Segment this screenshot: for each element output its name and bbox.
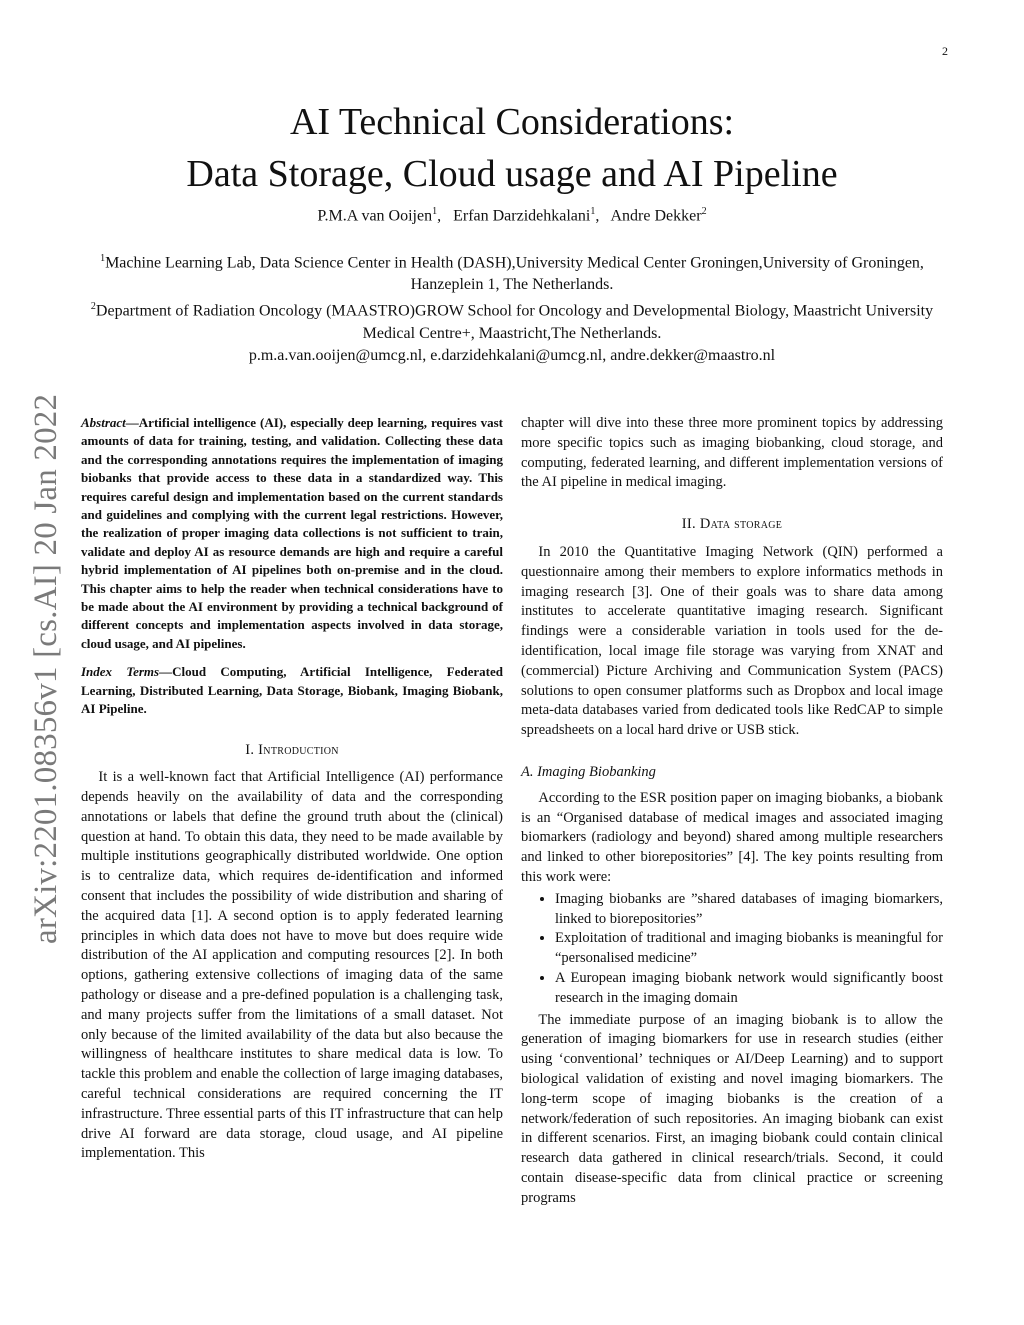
subsection-heading-imaging-biobanking: A. Imaging Biobanking <box>521 763 656 780</box>
page-number: 2 <box>942 44 948 58</box>
affiliation-2 <box>80 296 944 344</box>
index-terms-label: Index Terms <box>81 664 160 680</box>
key-points-list <box>521 890 943 1009</box>
author-affiliation-mark: 2 <box>701 206 707 217</box>
author-name: P.M.A van Ooijen <box>317 207 433 225</box>
author-affiliation-mark: 1 <box>590 206 596 217</box>
author-name: Andre Dekker <box>610 207 702 225</box>
author-emails: p.m.a.van.ooijen@umcg.nl, e.darzidehkalani@umcg.nl, andre.dekker@maastro.nl <box>248 346 776 364</box>
index-terms-text: —Cloud Computing, Artificial Intelligence, Federated Learning, Distributed Learning, Data Storage, Biobank, Imaging Biobank, AI Pipeline. <box>81 664 503 717</box>
title-line-2: Data Storage, Cloud usage and AI Pipeline <box>186 153 838 195</box>
affiliations <box>80 248 944 367</box>
index-terms <box>81 663 503 718</box>
section-heading-data-storage: II. Data storage <box>681 516 783 533</box>
list-item: • A European imaging biobank network would significantly boost research in the imaging domain <box>555 969 943 1009</box>
list-item: • Imaging biobanks are ”shared databases of imaging biomarkers, linked to biorepositories” <box>555 890 943 930</box>
introduction-continuation: chapter will dive into these three more prominent topics by addressing more specific topics such as imaging biobanking, cloud storage, and computing, federated learning, and different implementation versions of the AI pipeline in medical imaging. <box>521 415 943 491</box>
introduction-paragraph: It is a well-known fact that Artificial Intelligence (AI) performance depends heavily on the availability of data and the corresponding annotations or labels that define the ground truth about the (clinical) question at hand. To obtain this data, they need to be made available by multiple institutions geographically distributed worldwide. One option is to centralize data, which requires de-identification and informed consent that includes the possibility of wide distribution and sharing of the acquired data [1]. A second option is to apply federated learning principles in which data does not have to move but does require wide distribution of the AI application and computing resources [2]. In both options, gathering extensive collections of imaging data of the same pathology or disease and a pre-defined population is a challenging task, and many projects suffer from the limitations of a small dataset. Not only because of the limited availability of the data but also because the willingness of healthcare institutes to share medical data is low. To tackle this problem and enable the collection of large imaging databases, careful technical considerations are required concerning the IT infrastructure. Three essential parts of this IT infrastructure that can help drive AI forward are data storage, cloud usage, and AI pipeline implementation. This <box>81 769 503 1162</box>
affiliation-text: Machine Learning Lab, Data Science Center in Health (DASH),University Medical Center Groningen,University of Groningen, Hanzeplein 1, The Netherlands. <box>105 254 924 294</box>
affiliation-number: 1 <box>100 253 106 264</box>
affiliation-text: Department of Radiation Oncology (MAASTRO)GROW School for Oncology and Developmental Biology, Maastricht University Medical Centre+, Maastricht,The Netherlands. <box>95 302 934 342</box>
author-list: P.M.A van Ooijen$^1$, Erfan Darzidehkalani$^1$, Andre Dekker$^2$ <box>317 206 707 225</box>
affiliation-number: 2 <box>90 301 96 313</box>
title-line-1: AI Technical Considerations: <box>289 101 735 143</box>
biobanking-paragraph-1: According to the ESR position paper on imaging biobanks, a biobank is an “Organised database of medical images and associated imaging biomarkers (radiology and beyond) shared among multiple researchers and linked to other biorepositories” [4]. The key points resulting from this work were: <box>521 789 943 885</box>
list-item: • Exploitation of traditional and imaging biobanks is meaningful for “personalised medicine” <box>555 929 943 969</box>
affiliation-1 <box>80 248 944 296</box>
author-affiliation-mark: 1 <box>432 206 438 217</box>
biobanking-paragraph-2: The immediate purpose of an imaging biobank is to allow the generation of imaging biomarkers for use in research studies (either using ‘conventional’ techniques or AI/Deep Learning) and to support biological validation of existing and novel imaging biomarkers. The long-term scope of imaging biobanks is the creation of a network/federation of such repositories. An imaging biobank can exist in different scenarios. First, an imaging biobank could contain clinical research data gathered in clinical research/trials. Second, it could contain disease-specific data from clinical practice or screening programs <box>521 1011 943 1206</box>
abstract-label: Abstract <box>81 415 126 430</box>
abstract <box>81 414 503 653</box>
abstract-text: —Artificial intelligence (AI), especially deep learning, requires vast amounts of data for training, testing, and validation. Collecting these data and the corresponding annotations requires the implementation of imaging biobanks that provide access to these data in a standardized way. This requires careful design and implementation based on the current standards and guidelines and complying with the current legal restrictions. However, the realization of proper imaging data collections is not sufficient to train, validate and deploy AI as resource demands are high and require a careful hybrid implementation of AI pipelines both on-premise and in the cloud. This chapter aims to help the reader when technical considerations have to be made about the AI environment by providing a technical background of different concepts and implementation aspects involved in data storage, cloud usage, and AI pipelines. <box>81 415 503 651</box>
author-name: Erfan Darzidehkalani <box>453 207 591 225</box>
right-column <box>521 414 943 1208</box>
arxiv-identifier-stamp: arXiv:2201.08356v1 [cs.AI] 20 Jan 2022 <box>28 393 64 944</box>
left-column <box>81 414 503 1164</box>
section-heading-introduction: I. Introduction <box>245 741 339 758</box>
data-storage-paragraph: In 2010 the Quantitative Imaging Network (QIN) performed a questionnaire among their members to explore informatics methods in imaging research [3]. One of their goals was to share data among institutes to accelerate quantitative imaging research. Significant findings were a considerable variation in tools used for the de-identification, local image file storage was varying from XNAT and (commercial) Picture Archiving and Communication System (PACS) solutions to open consumer platforms such as Dropbox and local image meta-data databases varied from dedicated tools like RedCAP to simple spreadsheets on a local hard drive or USB stick. <box>521 543 943 739</box>
paper-title <box>80 96 944 200</box>
